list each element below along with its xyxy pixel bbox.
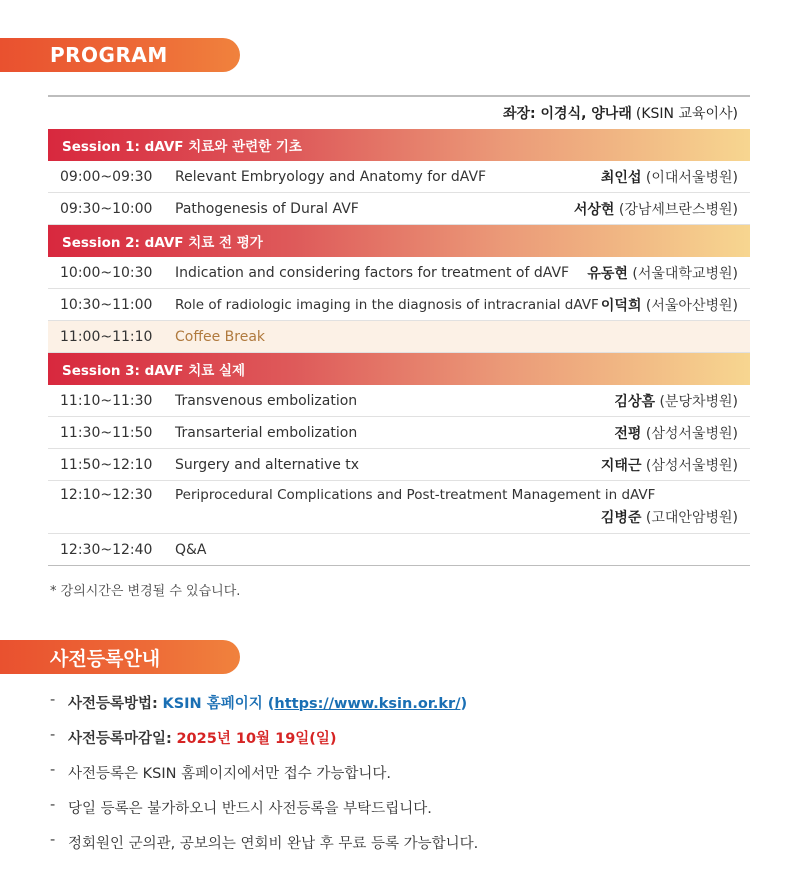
row-title: Surgery and alternative tx: [175, 456, 360, 473]
speaker-affiliation: (삼성서울병원): [645, 425, 738, 442]
method-label: 사전등록방법:: [68, 696, 158, 712]
speaker-affiliation: (강남세브란스병원): [618, 201, 738, 218]
row-time: 10:30~11:00: [60, 296, 153, 313]
row-time: 09:00~09:30: [60, 168, 153, 185]
row-time: 09:30~10:00: [60, 200, 153, 217]
row-time: 12:10~12:30: [60, 487, 153, 503]
list-dash: -: [50, 762, 56, 778]
row-time: 11:10~11:30: [60, 392, 153, 409]
row-time: 10:00~10:30: [60, 264, 153, 281]
list-item: [50, 727, 478, 762]
table-row: [48, 257, 750, 289]
row-speaker: [601, 295, 750, 315]
speaker-affiliation: (이대서울병원): [645, 169, 738, 186]
list-dash: -: [50, 727, 56, 743]
session-header: Session 1: dAVF 치료와 관련한 기초: [48, 129, 750, 161]
list-item: [50, 692, 478, 727]
session-header: Session 2: dAVF 치료 전 평가: [48, 225, 750, 257]
list-item: [50, 797, 478, 832]
registration-heading-tab: [0, 640, 240, 674]
program-heading-tab: [0, 38, 240, 72]
speaker-affiliation: (서울대학교병원): [632, 265, 738, 282]
ksin-link[interactable]: https://www.ksin.or.kr/: [274, 696, 461, 712]
row-speaker: [601, 455, 750, 475]
table-row: [48, 161, 750, 193]
deadline-value: 2025년 10월 19일(일): [176, 731, 337, 747]
speaker-affiliation: (고대안암병원): [645, 510, 738, 526]
row-title: Pathogenesis of Dural AVF: [175, 200, 359, 217]
row-time: 11:00~11:10: [60, 328, 153, 345]
row-title: Periprocedural Complications and Post-treatment Management in dAVF: [175, 487, 656, 503]
method-line: [68, 692, 467, 713]
program-heading: PROGRAM: [50, 43, 168, 67]
table-row: [48, 289, 750, 321]
list-text: 정회원인 군의관, 공보의는 연회비 완납 후 무료 등록 가능합니다.: [68, 836, 479, 852]
list-text: 당일 등록은 불가하오니 반드시 사전등록을 부탁드립니다.: [68, 801, 432, 817]
row-title: Relevant Embryology and Anatomy for dAVF: [175, 168, 487, 185]
row-time: 11:30~11:50: [60, 424, 153, 441]
list-dash: -: [50, 832, 56, 848]
chair-org: (KSIN 교육이사): [635, 106, 738, 122]
row-speaker: [601, 507, 750, 527]
row-title: Transarterial embolization: [175, 424, 358, 441]
program-table: [48, 95, 750, 566]
row-title: Q&A: [175, 541, 207, 558]
row-speaker: [614, 423, 750, 443]
list-dash: -: [50, 692, 56, 708]
schedule-note: * 강의시간은 변경될 수 있습니다.: [50, 584, 241, 599]
row-title: Role of radiologic imaging in the diagnosis of intracranial dAVF: [175, 296, 599, 313]
method-value: [162, 696, 467, 712]
registration-list: [50, 692, 478, 867]
row-speaker: [601, 167, 750, 187]
speaker-name: 김상흠: [614, 393, 655, 410]
session-header: Session 3: dAVF 치료 실제: [48, 353, 750, 385]
table-row: [48, 385, 750, 417]
speaker-name: 전평: [614, 425, 642, 442]
speaker-name: 김병준: [600, 510, 642, 526]
row-title: Transvenous embolization: [175, 392, 358, 409]
row-time: 11:50~12:10: [60, 456, 153, 473]
row-speaker: [587, 263, 750, 283]
list-dash: -: [50, 797, 56, 813]
speaker-affiliation: (삼성서울병원): [645, 457, 738, 474]
method-site: KSIN 홈페이지 (: [162, 696, 275, 712]
list-item: [50, 762, 478, 797]
table-row: [48, 534, 750, 565]
table-row: [48, 417, 750, 449]
row-title: Indication and considering factors for treatment of dAVF: [175, 264, 570, 281]
speaker-name: 유동현: [587, 265, 628, 282]
speaker-name: 서상현: [573, 201, 615, 218]
chair-row: [48, 97, 750, 129]
deadline-label: 사전등록마감일:: [68, 731, 172, 747]
speaker-affiliation: (분당차병원): [659, 393, 738, 410]
row-time: 12:30~12:40: [60, 541, 153, 558]
speaker-name: 이덕희: [600, 297, 642, 314]
list-text: 사전등록은 KSIN 홈페이지에서만 접수 가능합니다.: [68, 766, 392, 782]
speaker-affiliation: (서울아산병원): [645, 297, 738, 314]
speaker-name: 지태근: [600, 457, 642, 474]
table-row: [48, 481, 750, 534]
speaker-name: 최인섭: [600, 169, 642, 186]
registration-heading: 사전등록안내: [50, 647, 161, 670]
deadline-line: [68, 727, 337, 748]
coffee-break-row: [48, 321, 750, 353]
row-speaker: [614, 391, 750, 411]
list-item: [50, 832, 478, 867]
table-row: [48, 449, 750, 481]
chair-label: 좌장: 이경식, 양나래: [503, 106, 632, 122]
method-paren: ): [460, 696, 468, 712]
table-row: [48, 193, 750, 225]
row-title: Coffee Break: [175, 328, 266, 345]
row-speaker: [574, 199, 750, 219]
